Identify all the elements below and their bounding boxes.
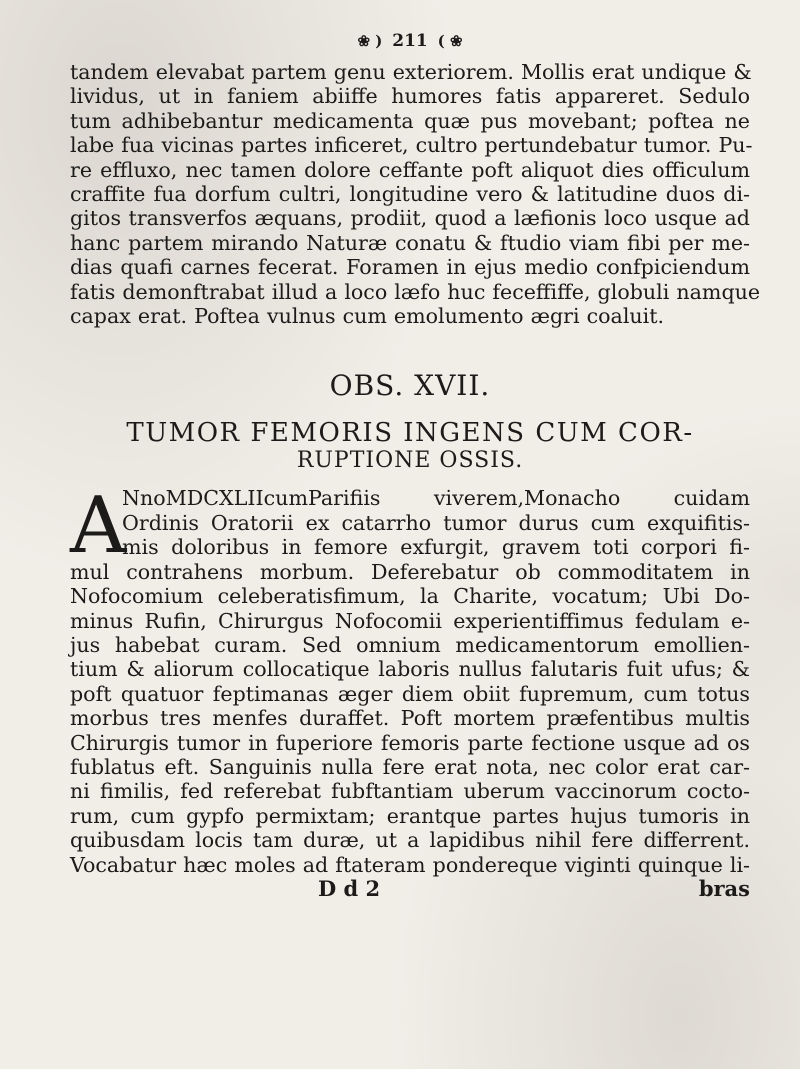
text-line: tandem elevabat partem genu exteriorem. Mollis erat undique & [70, 60, 752, 84]
text-line: fublatus eft. Sanguinis nulla fere erat nota, nec color erat car- [70, 754, 750, 779]
text-line: quibusdam locis tam duræ, ut a lapidibus nihil fere differrent. [70, 828, 750, 853]
page-content [70, 30, 761, 901]
text-line: gitos transverfos æquans, prodiit, quod a læfionis loco usque ad [70, 206, 750, 231]
text-line: rum, cum gypfo permixtam; erantque partes hujus tumoris in [70, 803, 750, 828]
text-line: Chirurgis tumor in fuperiore femoris parte fectione usque ad os [70, 730, 750, 755]
drop-capital: A [70, 481, 127, 572]
observation-title-continued: RUPTIONE OSSIS. [296, 448, 524, 474]
text-line: Vocabatur hæc moles ad ftateram pondereque viginti quinque li- [70, 852, 750, 877]
text-line: minus Rufin, Chirurgus Nofocomii experientiffimus fedulam e- [70, 608, 750, 633]
paragraph-continuation [70, 60, 761, 329]
text-line: capax erat. Poftea vulnus cum emolumento ægri coaluit. [70, 304, 665, 329]
observation-number: OBS. XVII. [329, 369, 491, 403]
text-line: lividus, ut in faniem abiiffe humores fatis appareret. Sedulo [70, 84, 750, 109]
header-ornament-left: ❀ ) [357, 32, 383, 50]
text-line: labe fua vicinas partes inficeret, cultro pertundebatur tumor. Pu- [70, 133, 753, 158]
text-line: tium & aliorum collocatique laboris nullus falutaris fuit ufus; & [70, 657, 750, 682]
page-footer [70, 877, 750, 901]
page-number: 211 [392, 31, 428, 51]
text-line: morbus tres menfes duraffet. Poft mortem præfentibus multis [70, 706, 750, 731]
observation-title: TUMOR FEMORIS INGENS CUM COR- [126, 418, 694, 449]
text-line: mul contrahens morbum. Deferebatur ob commoditatem in [70, 559, 750, 584]
text-line: hanc partem mirando Naturæ conatu & ftudio viam fibi per me- [70, 230, 750, 255]
observation-paragraph [70, 481, 750, 877]
text-line: re effluxo, nec tamen dolore ceffante poft aliquot dies officulum [70, 157, 750, 182]
text-line: poft quatuor feptimanas æger diem obiit fupremum, cum totus [70, 681, 750, 706]
text-line: mis doloribus in femore exfurgit, gravem toti corpori fi- [122, 535, 750, 560]
text-line: fatis demonftrabat illud a loco læfo huc feceffiffe, globuli namque [70, 279, 761, 304]
catchword: bras [698, 875, 750, 901]
text-line: jus habebat curam. Sed omnium medicamentorum emollien- [70, 632, 750, 657]
text-line: craffite fua dorfum cultri, longitudine vero & latitudine duos di- [70, 182, 750, 207]
text-line: ni fimilis, fed referebat fubftantiam uberum vaccinorum cocto- [70, 779, 750, 804]
text-line: Ordinis Oratorii ex catarrho tumor durus cum exquifitis- [122, 510, 750, 535]
signature-mark: D d 2 [318, 875, 381, 901]
header-ornament-right: ( ❀ [437, 32, 463, 50]
text-line: NnoMDCXLIIcumParifiis viverem,Monacho cuidam [122, 486, 750, 511]
running-header [70, 30, 750, 52]
text-line: tum adhibebantur medicamenta quæ pus movebant; poftea ne [70, 108, 750, 133]
text-line: dias quafi carnes fecerat. Foramen in ejus medio confpiciendum [70, 255, 750, 280]
text-line: Nofocomium celeberatisfimum, la Charite, vocatum; Ubi Do- [70, 584, 750, 609]
